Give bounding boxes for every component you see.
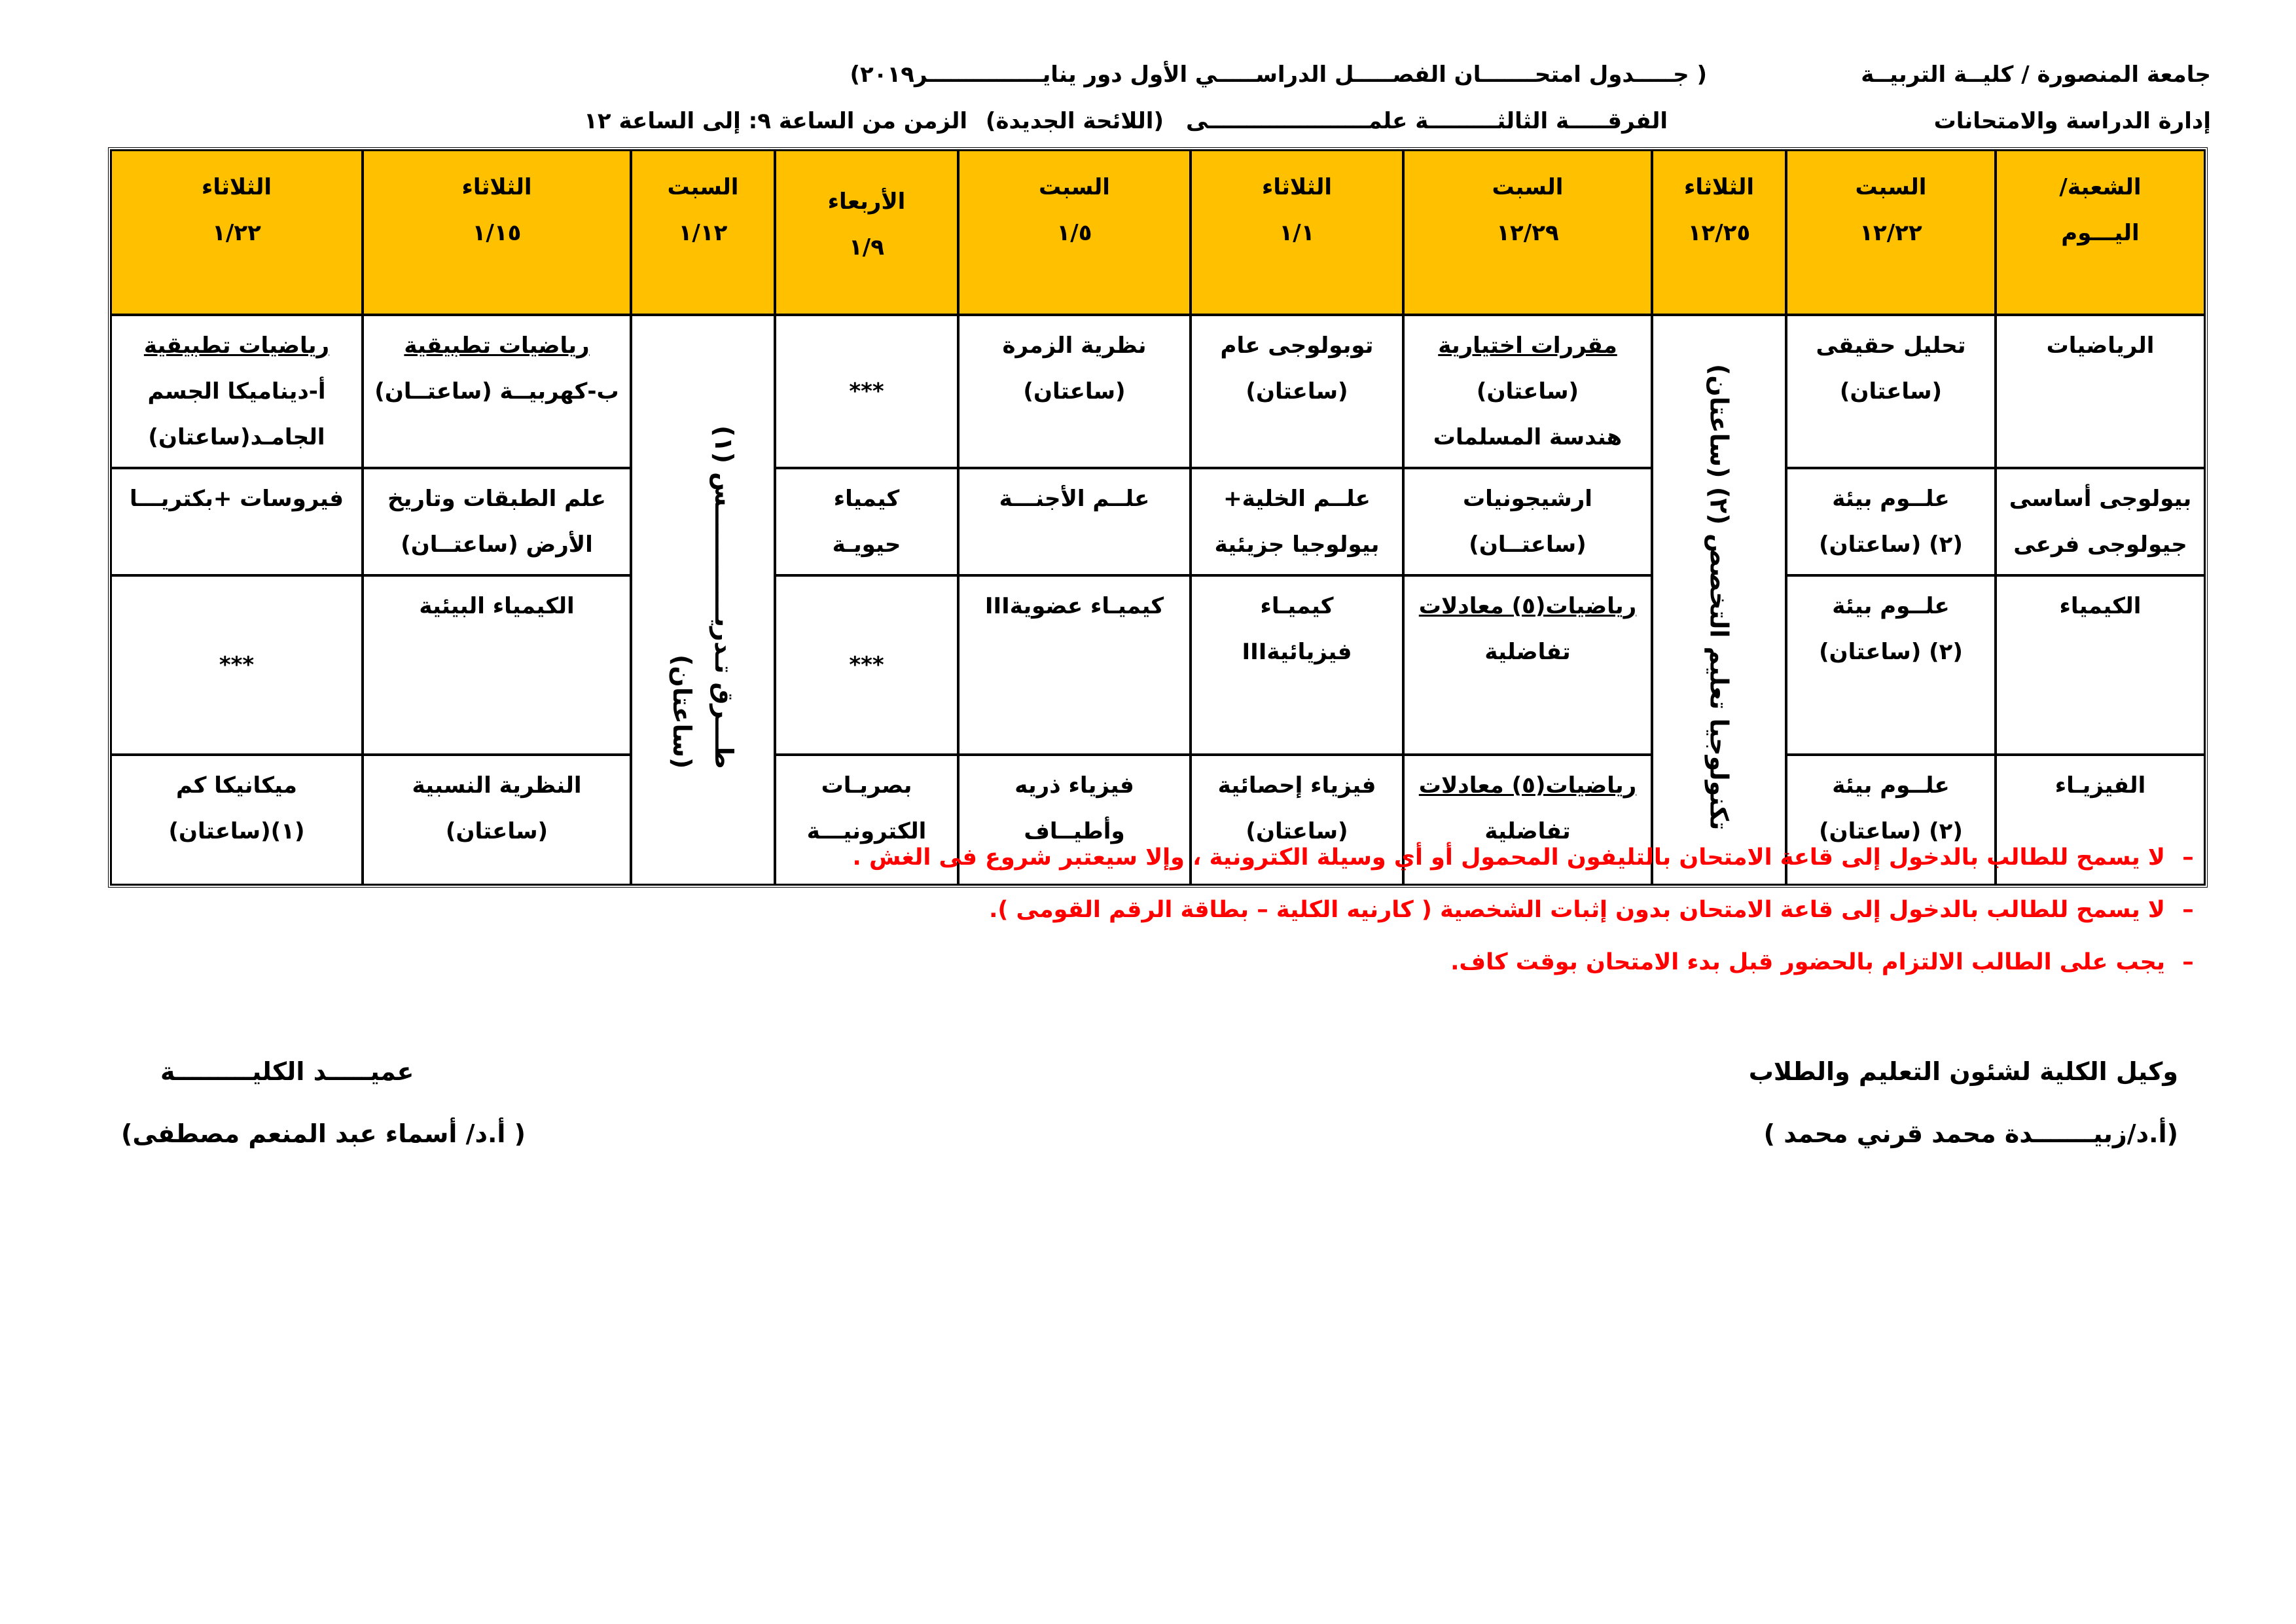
exam-subject-detail: ب-كهربيــة (ساعتــان): [374, 378, 619, 405]
day-name: السبت: [667, 174, 739, 200]
day-name: السبت: [1039, 174, 1110, 200]
vice-dean-name: (أ.د/زبيـــــــدة محمد قرني محمد ): [1763, 1119, 2178, 1148]
merged-exam-cell-methods: [631, 315, 775, 885]
exam-subject: ارشيجونيات: [1463, 486, 1592, 512]
no-exam-marker: ***: [219, 652, 255, 678]
exam-cell: [363, 755, 631, 885]
day-header: [1403, 150, 1652, 315]
day-name: الثلاثاء: [1683, 174, 1755, 200]
day-header: [1191, 150, 1403, 315]
dean-title: عميـــــد الكليـــــــــة: [160, 1057, 414, 1086]
day-date: ١٢/٢٢: [1859, 220, 1922, 246]
exam-cell: [111, 755, 363, 885]
no-exam-marker: ***: [849, 652, 884, 678]
exam-subject-detail: هندسة المسلمات: [1433, 424, 1623, 450]
dean-name: ( أ.د/ أسماء عبد المنعم مصطفى): [121, 1119, 526, 1148]
exam-subject-detail: حيويـة: [832, 532, 901, 558]
exam-subject: فيزياء إحصائية: [1217, 772, 1376, 799]
rule-dash: –: [2182, 844, 2194, 871]
time-label: الزمن من الساعة ٩: إلى الساعة ١٢: [584, 108, 967, 134]
exam-duration: (٢) (ساعتان): [1819, 532, 1963, 558]
exam-subject: الكيمياء البيئية: [419, 593, 575, 619]
exam-subject-detail: بيولوجيا جزيئية: [1214, 532, 1380, 558]
corner-line-1: الشعبة/: [2059, 174, 2142, 200]
day-date: ١/١: [1279, 220, 1315, 246]
exam-subject: علم الطبقات وتاريخ: [387, 486, 606, 512]
division-label: جيولوجى فرعى: [2013, 532, 2187, 558]
day-name: الثلاثاء: [461, 174, 532, 200]
no-exam-cell: [775, 575, 958, 755]
exam-subject: نظرية الزمرة: [1002, 333, 1147, 359]
merged-exam-cell-tech: [1652, 315, 1786, 885]
division-cell: [1996, 575, 2205, 755]
exam-duration: (ساعتان): [1839, 378, 1943, 405]
exam-cell: [1403, 468, 1652, 575]
day-header: [1652, 150, 1786, 315]
day-header: [363, 150, 631, 315]
exam-subject: توبولوجى عام: [1220, 333, 1374, 359]
exam-duration: (ساعتان): [1246, 818, 1348, 844]
exam-subject: رياضيات(٥) معادلات: [1418, 772, 1637, 799]
exam-cell: [775, 468, 958, 575]
exam-subject-detail: أ-ديناميكا الجسم: [147, 378, 326, 405]
exam-subject: علــم الأجنـــة: [999, 486, 1150, 512]
exam-subject: كيميـاء عضويةIII: [984, 593, 1164, 619]
merged-exam-text: طـــرق تـدريـــــــــــــس (١): [709, 425, 738, 769]
exam-cell: [1403, 315, 1652, 468]
day-header: [1786, 150, 1996, 315]
exam-subject: ميكانيكا كم: [176, 772, 297, 799]
university-name: جامعة المنصورة / كليــة التربيــة: [1861, 62, 2211, 88]
table-header-row: [111, 150, 2205, 315]
day-name: السبت: [1855, 174, 1927, 200]
exam-rule: [853, 844, 2212, 871]
day-name: السبت: [1492, 174, 1564, 200]
day-date: ١/١٢: [678, 220, 728, 246]
exam-duration: (١)(ساعتان): [168, 818, 305, 844]
day-name: الثلاثاء: [1261, 174, 1333, 200]
exam-cell: [958, 468, 1191, 575]
day-date: ١/١٥: [472, 220, 522, 246]
exam-subject: علــم الخلية+: [1223, 486, 1371, 512]
day-header: [958, 150, 1191, 315]
exam-subject-detail: وأطيــاف: [1024, 818, 1125, 844]
exam-duration: (ساعتان): [1476, 378, 1579, 405]
rule-text: يجب على الطالب الالتزام بالحضور قبل بدء الامتحان بوقت كاف.: [1450, 949, 2165, 975]
exam-subject-detail: تفاضلية: [1484, 818, 1571, 844]
exam-subject: علــوم بيئة: [1832, 772, 1950, 799]
day-header: [775, 150, 958, 315]
exam-subject-detail: الجامـد(ساعتان): [148, 424, 325, 450]
exam-duration: (ساعتان): [445, 818, 548, 844]
schedule-title: ( جـــــدول امتحـــــــان الفصـــــل الدراســـــي الأول دور ينايـــــــــــــــر٢٠١٩): [850, 62, 1707, 88]
exam-rule: [1450, 949, 2211, 975]
exam-cell: [111, 315, 363, 468]
vice-dean-title: وكيل الكلية لشئون التعليم والطلاب: [1748, 1057, 2178, 1086]
exam-subject: كيميـاء: [1260, 593, 1334, 619]
exam-cell: [958, 315, 1191, 468]
day-header: [631, 150, 775, 315]
exam-subject: مقررات اختيارية: [1438, 333, 1617, 359]
division-cell: [1996, 468, 2205, 575]
table-row: [111, 575, 2205, 755]
exam-duration: (ساعتــان): [1469, 532, 1587, 558]
exam-cell: [1786, 575, 1996, 755]
day-name: الثلاثاء: [201, 174, 272, 200]
day-date: ١/٩: [849, 234, 884, 261]
division-label: الرياضيات: [2046, 333, 2155, 359]
exam-subject-detail: الأرض (ساعتــان): [401, 532, 593, 558]
department-name: إدارة الدراسة والامتحانات: [1933, 108, 2211, 134]
rule-text: لا يسمح للطالب بالدخول إلى قاعة الامتحان بدون إثبات الشخصية ( كارنيه الكلية – بطاقة الرقم القومى ).: [989, 897, 2165, 923]
exam-duration: (٢) (ساعتان): [1819, 639, 1963, 665]
division-cell: [1996, 315, 2205, 468]
day-name: الأربعاء: [827, 189, 906, 215]
exam-subject: النظرية النسبية: [412, 772, 582, 799]
exam-subject: تحليل حقيقى: [1816, 333, 1966, 359]
exam-subject-detail: فيزيائيةIII: [1242, 639, 1352, 665]
rule-dash: –: [2182, 949, 2194, 975]
table-row: [111, 315, 2205, 468]
rule-text: لا يسمح للطالب بالدخول إلى قاعة الامتحان بالتليفون المحمول أو أي وسيلة الكترونية ، وإلا سيعتبر شروع فى الغش .: [852, 844, 2165, 871]
exam-duration: (ساعتان): [1246, 378, 1348, 405]
exam-subject: بصريـات: [821, 772, 912, 799]
exam-schedule-table: [108, 147, 2208, 888]
exam-cell: [1191, 468, 1403, 575]
exam-subject: علــوم بيئة: [1832, 593, 1950, 619]
exam-rule: [989, 897, 2211, 923]
exam-cell: [111, 468, 363, 575]
exam-cell: [1191, 575, 1403, 755]
exam-subject: علــوم بيئة: [1832, 486, 1950, 512]
exam-subject: رياضيات تطبيقية: [143, 333, 330, 359]
exam-subject: رياضيات تطبيقية: [404, 333, 590, 359]
division-label: الفيزيـاء: [2054, 772, 2146, 799]
division-label: الكيمياء: [2059, 593, 2142, 619]
exam-subject: رياضيات(٥) معادلات: [1418, 593, 1637, 619]
day-date: ١/٢٢: [212, 220, 261, 246]
exam-cell: [1786, 468, 1996, 575]
exam-duration: (٢) (ساعتان): [1819, 818, 1963, 844]
exam-cell: [1786, 315, 1996, 468]
exam-subject-detail: الكترونيـــة: [806, 818, 927, 844]
exam-subject: كيمياء: [833, 486, 900, 512]
rule-dash: –: [2182, 897, 2194, 923]
exam-cell: [958, 575, 1191, 755]
no-exam-cell: [111, 575, 363, 755]
exam-subject: فيزياء ذريه: [1014, 772, 1134, 799]
corner-line-2: اليـــوم: [2061, 220, 2140, 246]
exam-duration: (ساعتان): [1023, 378, 1126, 405]
day-date: ١/٥: [1056, 220, 1092, 246]
exam-cell: [363, 575, 631, 755]
day-date: ١٢/٢٩: [1496, 220, 1559, 246]
table-row: [111, 468, 2205, 575]
no-exam-cell: [775, 315, 958, 468]
merged-exam-duration: (ساعتان): [668, 654, 697, 769]
exam-cell: [1403, 575, 1652, 755]
day-date: ١٢/٢٥: [1687, 220, 1751, 246]
exam-subject: فيروسات +بكتريـــا: [129, 486, 344, 512]
exam-subject-detail: تفاضلية: [1484, 639, 1571, 665]
corner-header: [1996, 150, 2205, 315]
no-exam-marker: ***: [849, 378, 884, 405]
exam-cell: [363, 468, 631, 575]
merged-exam-text: تكنولوجيا تعليم التخصص (٢) (ساعتان): [1704, 363, 1734, 831]
year-label: الفرقـــــة الثالثـــــــــة علمـــــــــــــــــــــى: [1186, 108, 1668, 134]
exam-cell: [1191, 315, 1403, 468]
division-label: بيولوجى أساسى: [2009, 486, 2192, 512]
regulation-label: (اللائحة الجديدة): [985, 108, 1164, 134]
day-header: [111, 150, 363, 315]
exam-cell: [363, 315, 631, 468]
